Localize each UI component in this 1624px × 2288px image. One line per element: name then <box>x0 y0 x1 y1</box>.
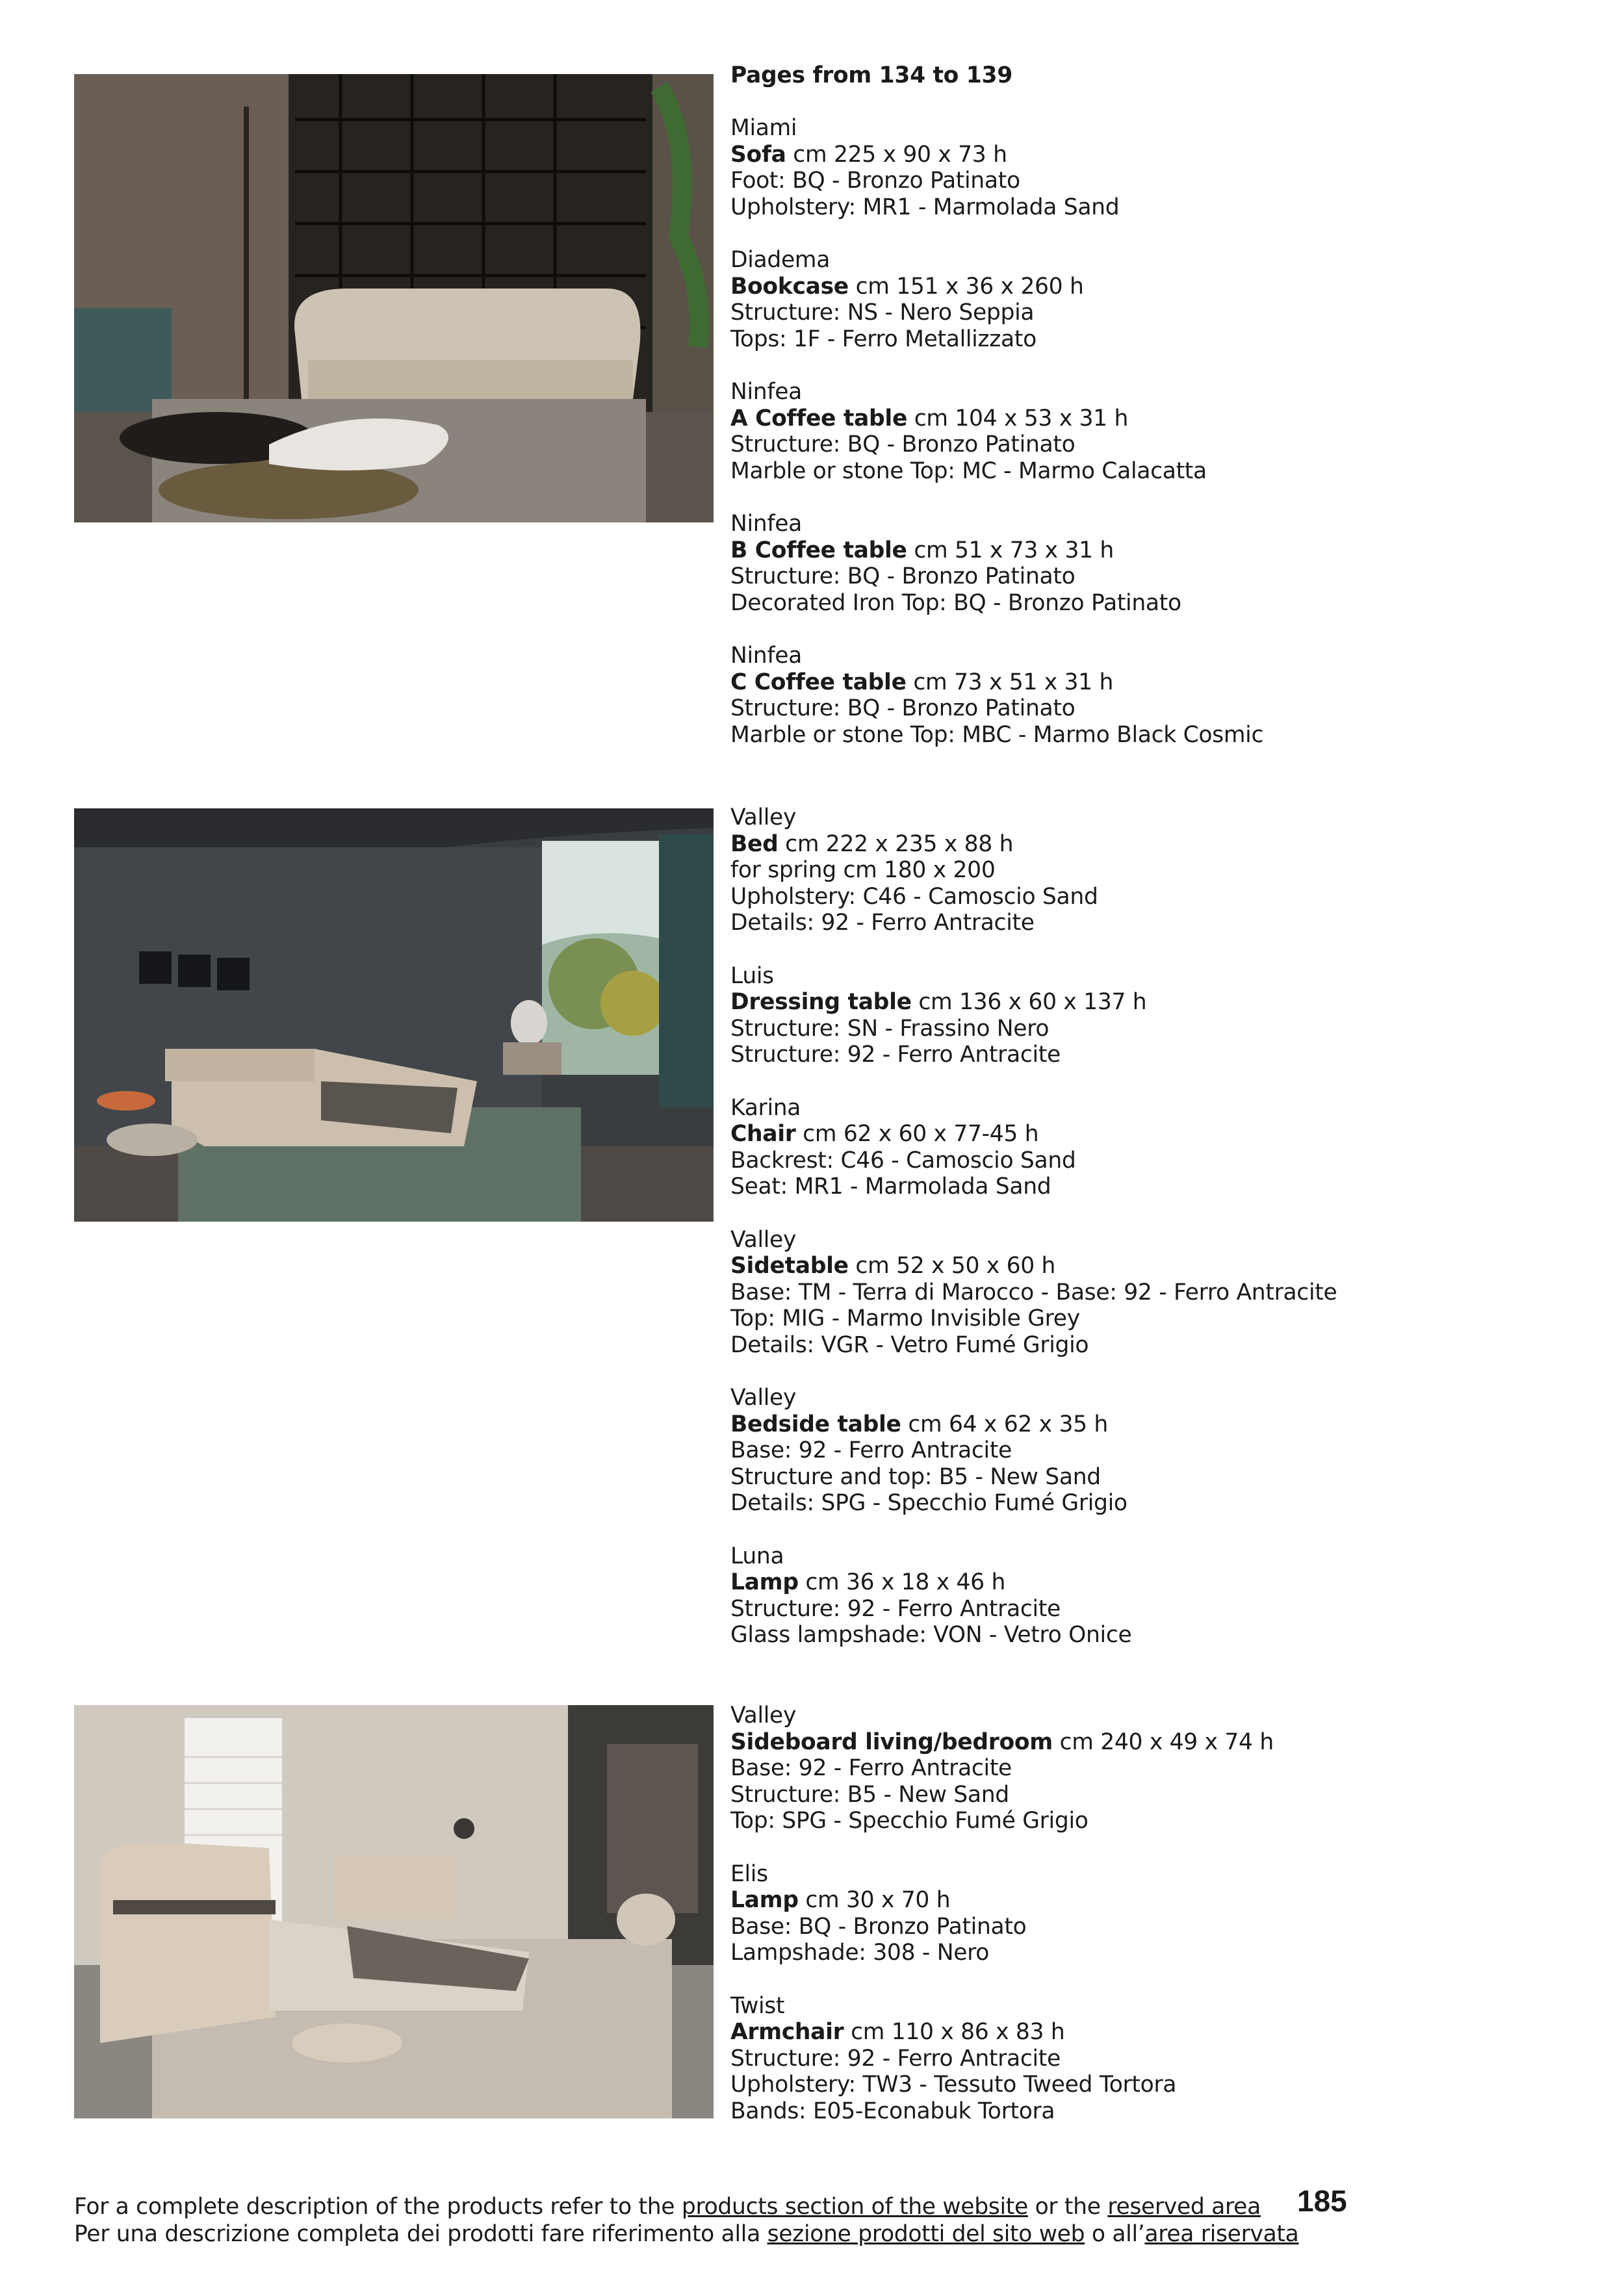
collection-name: Diadema <box>730 247 831 274</box>
product-dims: cm 51 x 73 x 31 h <box>907 537 1114 563</box>
product-detail: Lampshade: 308 - Nero <box>730 1940 990 1966</box>
product-detail: Structure and top: B5 - New Sand <box>730 1463 1101 1490</box>
product-detail: Details: SPG - Specchio Fumé Grigio <box>730 1490 1128 1517</box>
product-detail: Structure: BQ - Bronzo Patinato <box>730 563 1076 590</box>
product-name: Chair <box>730 1121 796 1148</box>
product-detail: Base: TM - Terra di Marocco - Base: 92 - Ferro Antracite <box>730 1279 1337 1305</box>
product-detail: Upholstery: TW3 - Tessuto Tweed Tortora <box>730 2072 1177 2098</box>
collection-name: Luis <box>730 962 774 989</box>
product-dims: cm 240 x 49 x 74 h <box>1052 1729 1274 1755</box>
collection-name: Ninfea <box>730 379 802 405</box>
product-name: B Coffee table <box>730 537 907 563</box>
bedroom-sideboard-photo <box>74 1705 714 2118</box>
product-detail: Backrest: C46 - Camoscio Sand <box>730 1147 1076 1174</box>
product-dims: cm 36 x 18 x 46 h <box>798 1569 1006 1596</box>
product-name: Dressing table <box>730 989 912 1016</box>
product-name: Armchair <box>730 2019 844 2046</box>
footer-en-text: For a complete description of the products refer to the <box>74 2194 682 2220</box>
collection-name: Ninfea <box>730 511 802 537</box>
footer-english <box>74 2194 1374 2220</box>
product-name: Bed <box>730 830 779 857</box>
product-detail: Seat: MR1 - Marmolada Sand <box>730 1174 1051 1200</box>
product-detail: Top: SPG - Specchio Fumé Grigio <box>730 1808 1089 1834</box>
product-detail: Upholstery: MR1 - Marmolada Sand <box>730 194 1120 220</box>
product-detail: Base: 92 - Ferro Antracite <box>730 1755 1012 1782</box>
page-number: 185 <box>1297 2184 1347 2218</box>
sezione-prodotti-link[interactable]: sezione prodotti del sito web <box>767 2221 1085 2247</box>
products-section-link[interactable]: products section of the website <box>681 2194 1028 2220</box>
product-detail: Structure: NS - Nero Seppia <box>730 300 1035 326</box>
product-detail: Details: VGR - Vetro Fumé Grigio <box>730 1331 1089 1358</box>
bedroom-photo <box>74 808 714 1222</box>
product-dims: cm 64 x 62 x 35 h <box>901 1411 1108 1437</box>
product-detail: Upholstery: C46 - Camoscio Sand <box>730 883 1098 910</box>
product-detail: for spring cm 180 x 200 <box>730 857 996 884</box>
collection-name: Valley <box>730 804 797 830</box>
collection-name: Valley <box>730 1385 797 1411</box>
product-detail: Marble or stone Top: MC - Marmo Calacatta <box>730 457 1207 484</box>
product-detail: Decorated Iron Top: BQ - Bronzo Patinato <box>730 589 1181 616</box>
pages-range: Pages from 134 to 139 <box>730 62 1012 88</box>
product-detail: Structure: SN - Frassino Nero <box>730 1015 1050 1042</box>
reserved-area-link[interactable]: reserved area <box>1107 2194 1261 2220</box>
product-detail: Structure: 92 - Ferro Antracite <box>730 1042 1061 1068</box>
product-dims: cm 30 x 70 h <box>798 1887 951 1914</box>
section1-text <box>730 62 1575 748</box>
footer-it-text: Per una descrizione completa dei prodotti fare riferimento alla <box>74 2221 767 2247</box>
product-detail: Foot: BQ - Bronzo Patinato <box>730 168 1020 194</box>
product-detail: Top: MIG - Marmo Invisible Grey <box>730 1305 1080 1332</box>
product-detail: Tops: 1F - Ferro Metallizzato <box>730 326 1037 352</box>
product-dims: cm 151 x 36 x 260 h <box>848 273 1084 300</box>
product-name: Lamp <box>730 1887 799 1914</box>
living-room-photo <box>74 74 714 522</box>
collection-name: Ninfea <box>730 643 802 669</box>
product-name: A Coffee table <box>730 405 908 431</box>
collection-name: Luna <box>730 1543 784 1569</box>
product-dims: cm 73 x 51 x 31 h <box>906 669 1114 695</box>
product-detail: Glass lampshade: VON - Vetro Onice <box>730 1622 1132 1649</box>
product-dims: cm 110 x 86 x 83 h <box>844 2019 1065 2046</box>
collection-name: Miami <box>730 115 797 142</box>
product-name: Sideboard living/bedroom <box>730 1729 1053 1755</box>
collection-name: Valley <box>730 1226 797 1253</box>
product-name: Lamp <box>730 1569 799 1596</box>
product-dims: cm 52 x 50 x 60 h <box>848 1253 1056 1279</box>
collection-name: Karina <box>730 1094 801 1121</box>
product-dims: cm 136 x 60 x 137 h <box>911 989 1147 1016</box>
product-name: Bedside table <box>730 1411 901 1437</box>
product-name: Sidetable <box>730 1253 849 1279</box>
product-dims: cm 104 x 53 x 31 h <box>907 405 1129 431</box>
product-detail: Bands: E05-Econabuk Tortora <box>730 2098 1055 2124</box>
footer-it-mid: o all’ <box>1085 2221 1145 2247</box>
footer-en-mid: or the <box>1027 2194 1108 2220</box>
product-detail: Details: 92 - Ferro Antracite <box>730 910 1035 936</box>
product-detail: Structure: B5 - New Sand <box>730 1781 1009 1808</box>
collection-name: Elis <box>730 1860 768 1887</box>
product-detail: Structure: BQ - Bronzo Patinato <box>730 695 1076 722</box>
product-dims: cm 225 x 90 x 73 h <box>786 141 1007 168</box>
product-detail: Base: 92 - Ferro Antracite <box>730 1437 1012 1464</box>
collection-name: Twist <box>730 1992 785 2019</box>
product-dims: cm 222 x 235 x 88 h <box>778 830 1014 857</box>
footer-italian <box>74 2221 1374 2248</box>
section2-text <box>730 804 1575 1649</box>
collection-name: Valley <box>730 1703 797 1729</box>
product-detail: Marble or stone Top: MBC - Marmo Black Cosmic <box>730 721 1264 748</box>
area-riservata-link[interactable]: area riservata <box>1144 2221 1299 2247</box>
product-detail: Structure: 92 - Ferro Antracite <box>730 1595 1061 1622</box>
product-detail: Base: BQ - Bronzo Patinato <box>730 1913 1027 1940</box>
section3-text <box>730 1703 1575 2125</box>
product-detail: Structure: 92 - Ferro Antracite <box>730 2045 1061 2072</box>
product-name: Sofa <box>730 141 786 168</box>
product-detail: Structure: BQ - Bronzo Patinato <box>730 431 1076 458</box>
product-name: Bookcase <box>730 273 849 300</box>
product-dims: cm 62 x 60 x 77-45 h <box>795 1121 1039 1148</box>
product-name: C Coffee table <box>730 669 907 695</box>
